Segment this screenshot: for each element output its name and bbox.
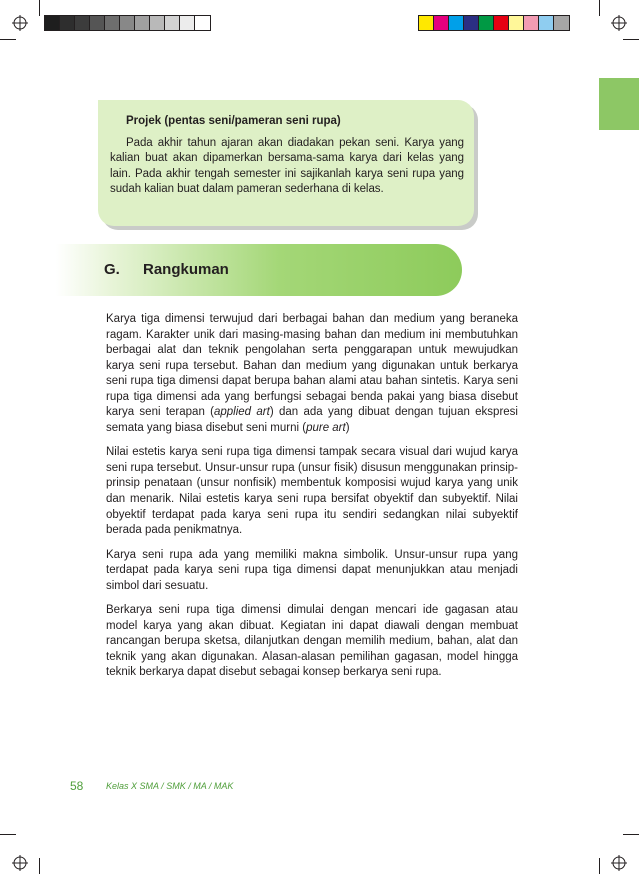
- gray-swatch-6: [120, 16, 135, 30]
- crop-mark-bottom-right-h: [623, 834, 639, 835]
- process-swatch-5: [479, 16, 494, 30]
- paragraph-3: Karya seni rupa ada yang memiliki makna simbolik. Unsur-unsur rupa yang terdapat pada karya seni rupa tiga dimensi dapat menunjukkan atau menjadi simbol dari sesuatu.: [106, 548, 518, 592]
- project-box: [98, 100, 474, 226]
- process-swatch-1: [419, 16, 434, 30]
- paragraph-4: Berkarya seni rupa tiga dimensi dimulai dengan mencari ide gagasan atau model karya yang akan dibuat. Kegiatan ini dapat diawali dengan membuat rancangan berupa sketsa, dilanjutkan dengan memilih medium, bahan, alat dan teknik yang akan digunakan. Alasan-alasan pemilihan gagasan, model hingga teknik berkarya dapat disebut sebagai konsep berkarya seni rupa.: [106, 604, 518, 679]
- process-swatch-9: [539, 16, 554, 30]
- gray-swatch-11: [195, 16, 210, 30]
- paragraph-1-text-c: ): [345, 421, 350, 434]
- registration-mark-bottom-left-icon: [12, 855, 28, 871]
- project-box-title: Projek (pentas seni/pameran seni rupa): [126, 115, 341, 127]
- process-swatch-8: [524, 16, 539, 30]
- project-box-text: Pada akhir tahun ajaran akan diadakan pekan seni. Karya yang kalian buat akan dipamerkan bersama-sama karya dari kelas yang lain. Pada akhir tengah semester ini sajikanlah karya seni rupa yang sudah kalian buat dalam pameran sederhana di kelas.: [110, 137, 464, 196]
- footer-book-label: Kelas X SMA / SMK / MA / MAK: [106, 781, 234, 791]
- summary-body: [106, 312, 518, 690]
- crop-mark-bottom-right-v: [599, 858, 600, 874]
- gray-swatch-9: [165, 16, 180, 30]
- gray-swatch-7: [135, 16, 150, 30]
- crop-mark-top-left-h: [0, 39, 16, 40]
- term-applied-art: applied art: [213, 406, 270, 419]
- gray-swatch-4: [90, 16, 105, 30]
- process-swatch-10: [554, 16, 569, 30]
- section-heading-banner: [56, 244, 462, 296]
- crop-mark-bottom-left-h: [0, 834, 16, 835]
- section-title: Rangkuman: [143, 261, 229, 278]
- paragraph-2: Nilai estetis karya seni rupa tiga dimensi tampak secara visual dari wujud karya seni rupa tersebut. Unsur-unsur rupa (unsur fisik) disusun menggunakan prinsip-prinsip penataan (unsur nonfisik) membentuk komposisi wujud karya yang unik dan menarik. Nilai estetis karya seni rupa bersifat obyektif dan subyektif. Nilai obyektif terdapat pada karya seni rupa itu sendiri sedangkan nilai subyektif berada pada penikmatnya.: [106, 446, 518, 537]
- paragraph-1-text-b: ) dan ada yang dibuat dengan tujuan ekspresi semata yang biasa disebut seni murni (: [106, 406, 518, 434]
- gray-swatch-8: [150, 16, 165, 30]
- crop-mark-bottom-left-v: [39, 858, 40, 874]
- gray-swatch-1: [45, 16, 60, 30]
- page-number: 58: [70, 779, 84, 793]
- gray-swatch-10: [180, 16, 195, 30]
- registration-mark-bottom-right-icon: [611, 855, 627, 871]
- term-pure-art: pure art: [306, 421, 346, 434]
- crop-mark-top-right-v: [599, 0, 600, 16]
- crop-mark-top-left-v: [39, 0, 40, 16]
- process-swatch-7: [509, 16, 524, 30]
- paragraph-1-text-a: Karya tiga dimensi terwujud dari berbagai bahan dan medium yang beraneka ragam. Karakter unik dari masing-masing bahan dan medium ini membutuhkan berbagai alat dan teknik pengolahan serta penggarapan untuk mewujudkan karya seni rupa tersebut. Bahan dan medium yang digunakan untuk berkarya seni rupa tiga dimensi dapat berupa bahan alami atau bahan sintetis. Karya seni rupa tiga dimensi ada yang berfungsi sebagai benda pakai yang biasa disebut karya seni terapan (: [106, 313, 518, 419]
- process-color-bar: [418, 15, 570, 31]
- grayscale-color-bar: [44, 15, 211, 31]
- process-swatch-6: [494, 16, 509, 30]
- process-swatch-3: [449, 16, 464, 30]
- gray-swatch-2: [60, 16, 75, 30]
- process-swatch-2: [434, 16, 449, 30]
- gray-swatch-3: [75, 16, 90, 30]
- paragraph-1: [106, 312, 518, 436]
- registration-mark-right-icon: [611, 15, 627, 31]
- section-letter: G.: [104, 261, 120, 278]
- registration-mark-left-icon: [12, 15, 28, 31]
- gray-swatch-5: [105, 16, 120, 30]
- crop-mark-top-right-h: [623, 39, 639, 40]
- process-swatch-4: [464, 16, 479, 30]
- chapter-tab-strip: [599, 78, 639, 130]
